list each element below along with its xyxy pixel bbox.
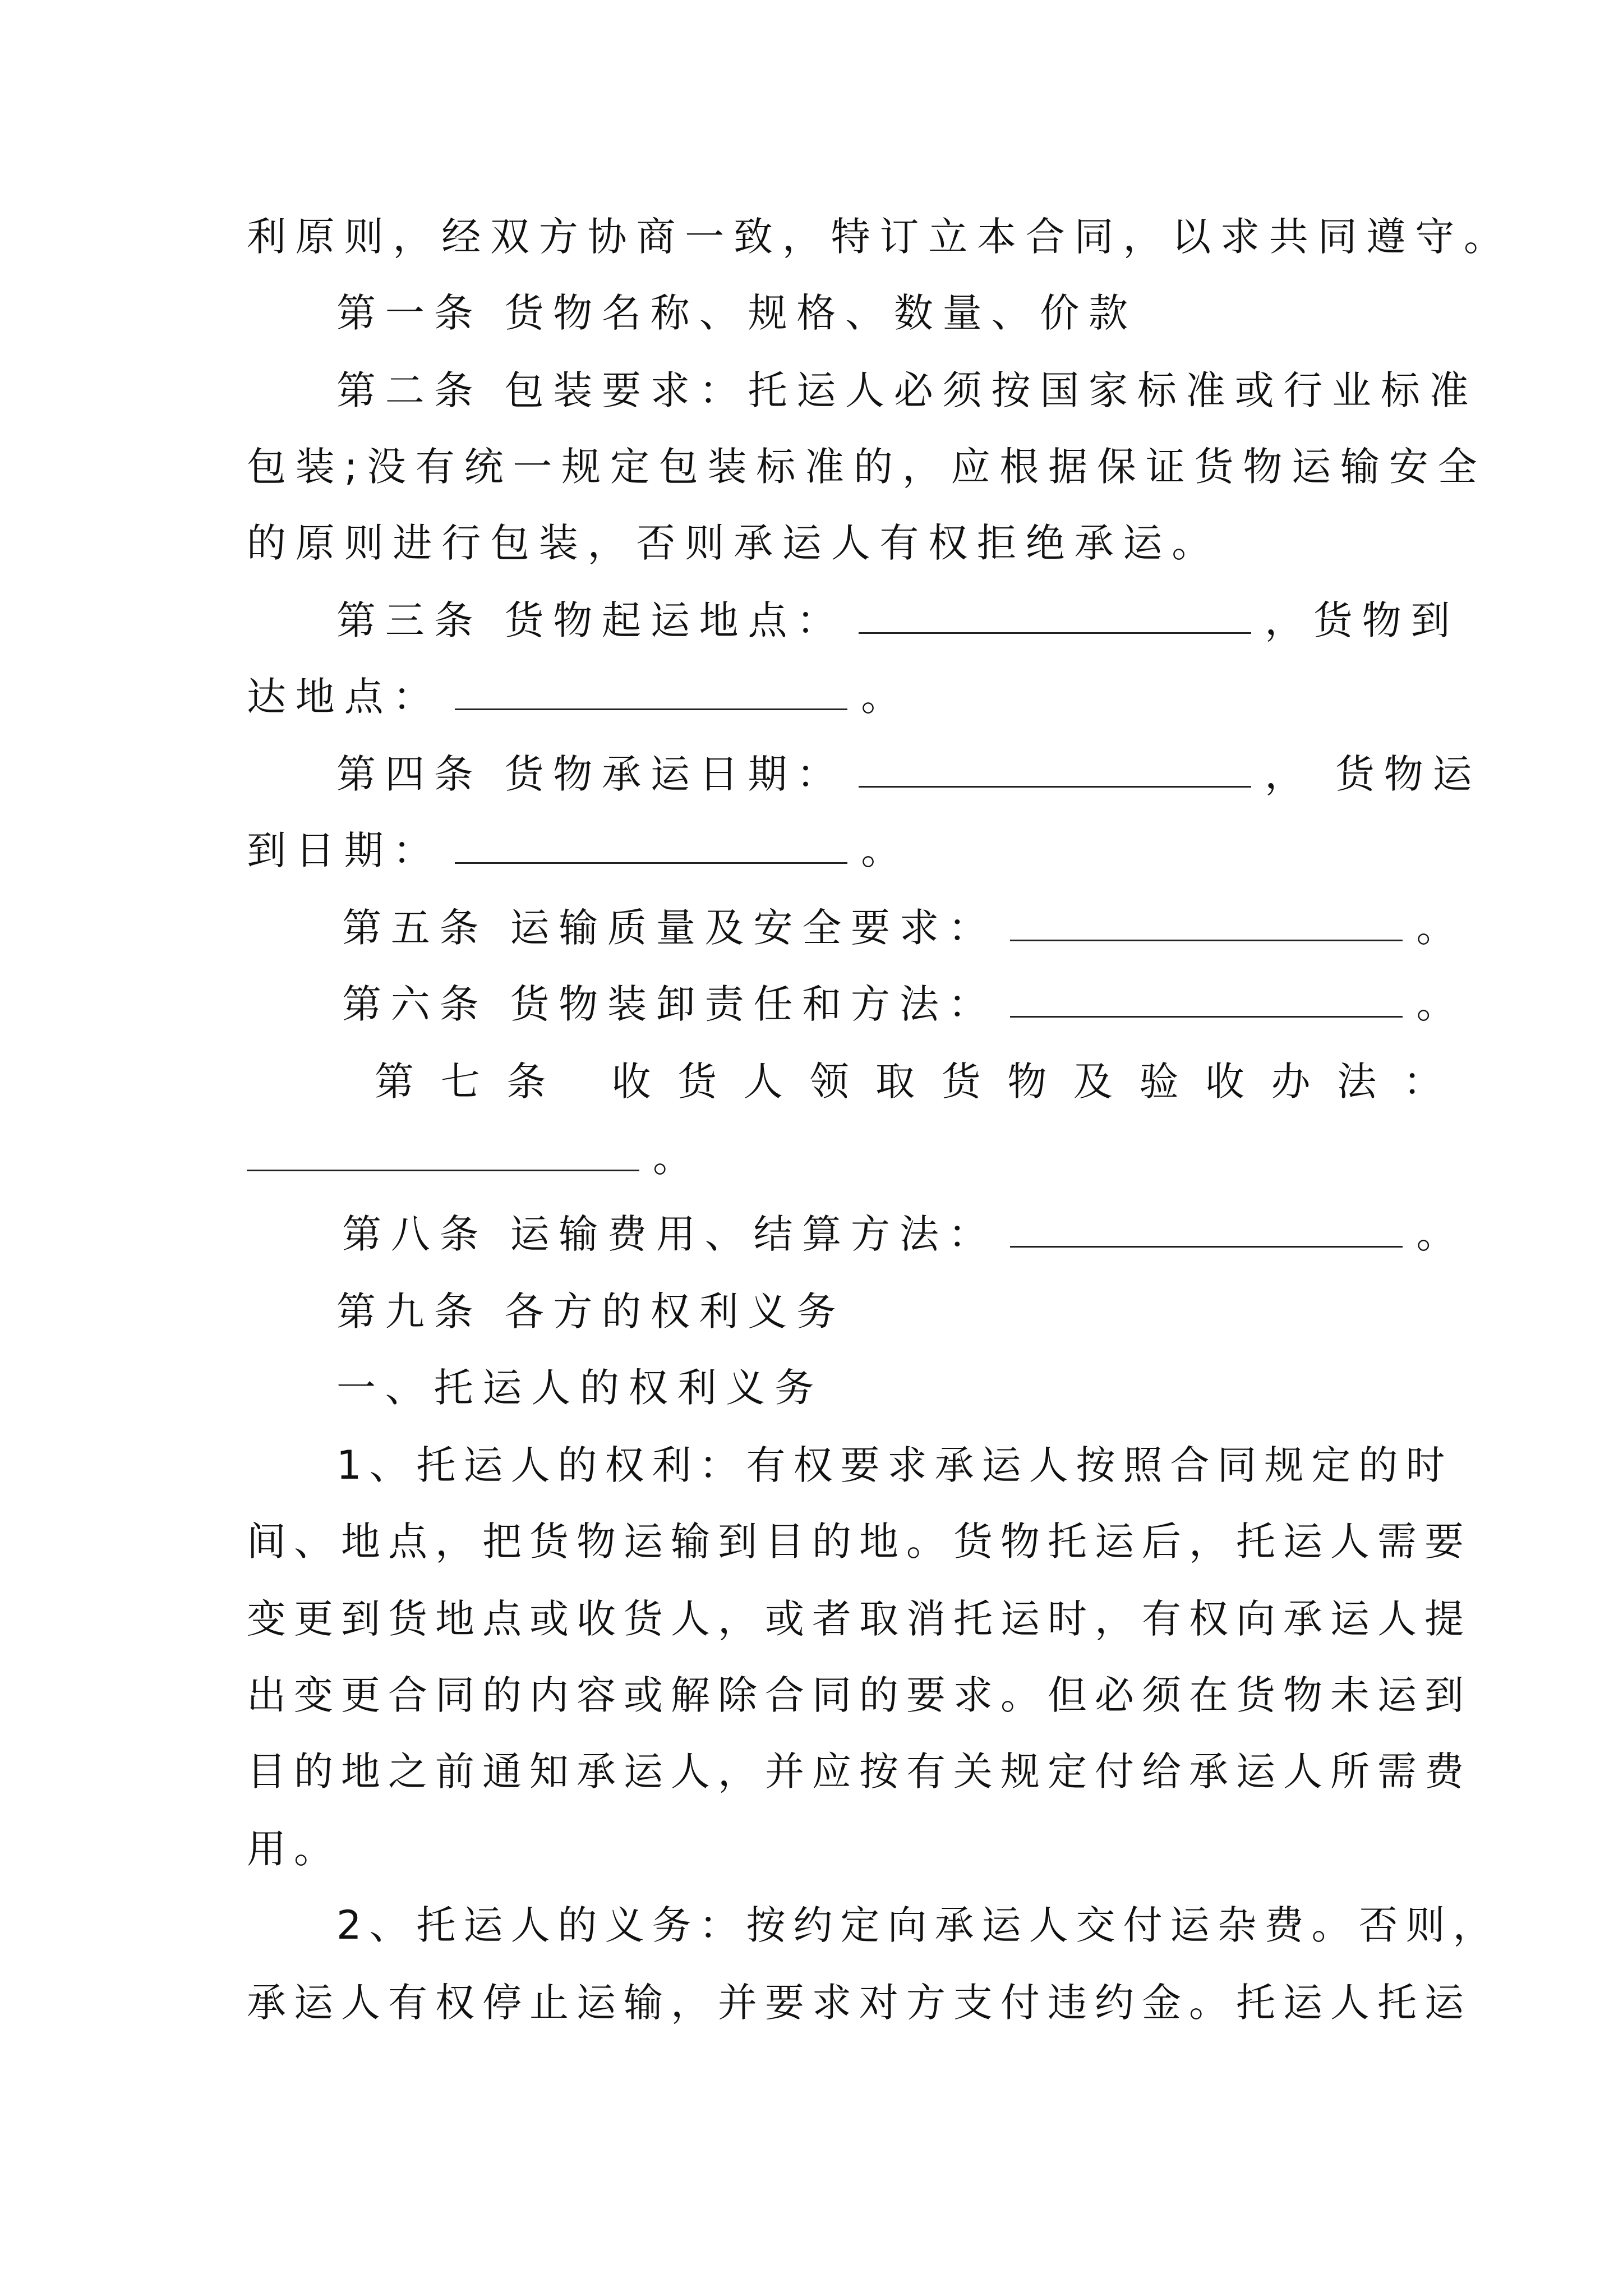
article-1-heading [336,285,1137,341]
line-text: 到日期： [247,827,442,873]
paragraph-line [247,515,1220,571]
paragraph-line [247,1821,341,1877]
article-8-line [342,1206,1465,1262]
fill-in-blank[interactable] [1010,1210,1403,1248]
line-text: 一、托运人的权利义务 [336,1365,823,1411]
line-text: 用。 [247,1826,341,1872]
line-text: 第五条 运输质量及安全要求： [342,905,997,951]
article-2-line [336,362,1478,418]
line-text: 利原则，经双方协商一致，特订立本合同，以求共同遵守。 [247,214,1513,260]
line-text: 间、地点，把货物运输到目的地。货物托运后，托运人需要 [247,1519,1472,1565]
line-text: 第七条 收货人领取货物及验收办法： [375,1059,1469,1105]
section-heading [336,1360,823,1416]
line-text: 的原则进行包装，否则承运人有权拒绝承运。 [247,520,1220,566]
line-text: 第三条 货物起运地点： [336,597,846,643]
paragraph-line [247,1743,1472,1800]
line-text: 目的地之前通知承运人，并应按有关规定付给承运人所需费 [247,1749,1472,1795]
article-3-line [336,592,1459,648]
paragraph-line [247,1513,1472,1570]
clause-1-line [336,1437,1453,1493]
paragraph-line [247,439,1486,495]
fill-in-blank[interactable] [1010,904,1403,941]
paragraph-line [247,1975,1472,2031]
line-text: 承运人有权停止运输，并要求对方支付违约金。托运人托运 [247,1980,1472,2026]
line-text: 第二条 包装要求：托运人必须按国家标准或行业标准 [336,367,1478,413]
paragraph-line [247,822,910,878]
line-text: 第六条 货物装卸责任和方法： [342,981,997,1027]
line-text: 。 [861,827,910,873]
line-text: ，货物到 [1265,597,1460,643]
article-5-line [342,900,1465,956]
clause-2-line [336,1897,1500,1953]
line-text: 第九条 各方的权利义务 [336,1289,846,1335]
line-text: 出变更合同的内容或解除合同的要求。但必须在货物未运到 [247,1672,1472,1718]
article-6-line [342,976,1465,1032]
paragraph-line [247,1591,1472,1647]
paragraph-line [247,209,1513,265]
line-text: 第一条 货物名称、规格、数量、价款 [336,290,1137,336]
article-7-line [375,1053,1469,1110]
line-text: 1、托运人的权利：有权要求承运人按照合同规定的时 [336,1442,1453,1488]
line-text: 第四条 货物承运日期： [336,751,846,797]
fill-in-blank[interactable] [455,826,847,864]
line-text: 。 [1416,981,1465,1027]
line-text: 。 [861,674,910,720]
paragraph-line [247,669,910,725]
line-text: 达地点： [247,674,442,720]
line-text: 变更到货地点或收货人，或者取消托运时，有权向承运人提 [247,1596,1472,1642]
article-9-heading [336,1283,845,1340]
fill-in-blank[interactable] [455,673,847,710]
line-text: 第八条 运输费用、结算方法： [342,1211,997,1257]
fill-in-blank[interactable] [1010,980,1403,1018]
line-text: 。 [653,1135,702,1181]
line-text: 。 [1416,1211,1465,1257]
line-text: ， 货物运 [1265,751,1482,797]
line-text: 包装;没有统一规定包装标准的，应根据保证货物运输安全 [247,444,1487,490]
fill-in-blank[interactable] [247,1134,639,1171]
article-4-line [336,746,1481,802]
fill-in-blank[interactable] [859,750,1251,788]
paragraph-line [247,1667,1472,1723]
line-text: 2、托运人的义务：按约定向承运人交付运杂费。否则， [336,1902,1500,1948]
line-text: 。 [1416,905,1465,951]
fill-in-blank[interactable] [859,596,1251,634]
paragraph-line [247,1130,702,1186]
